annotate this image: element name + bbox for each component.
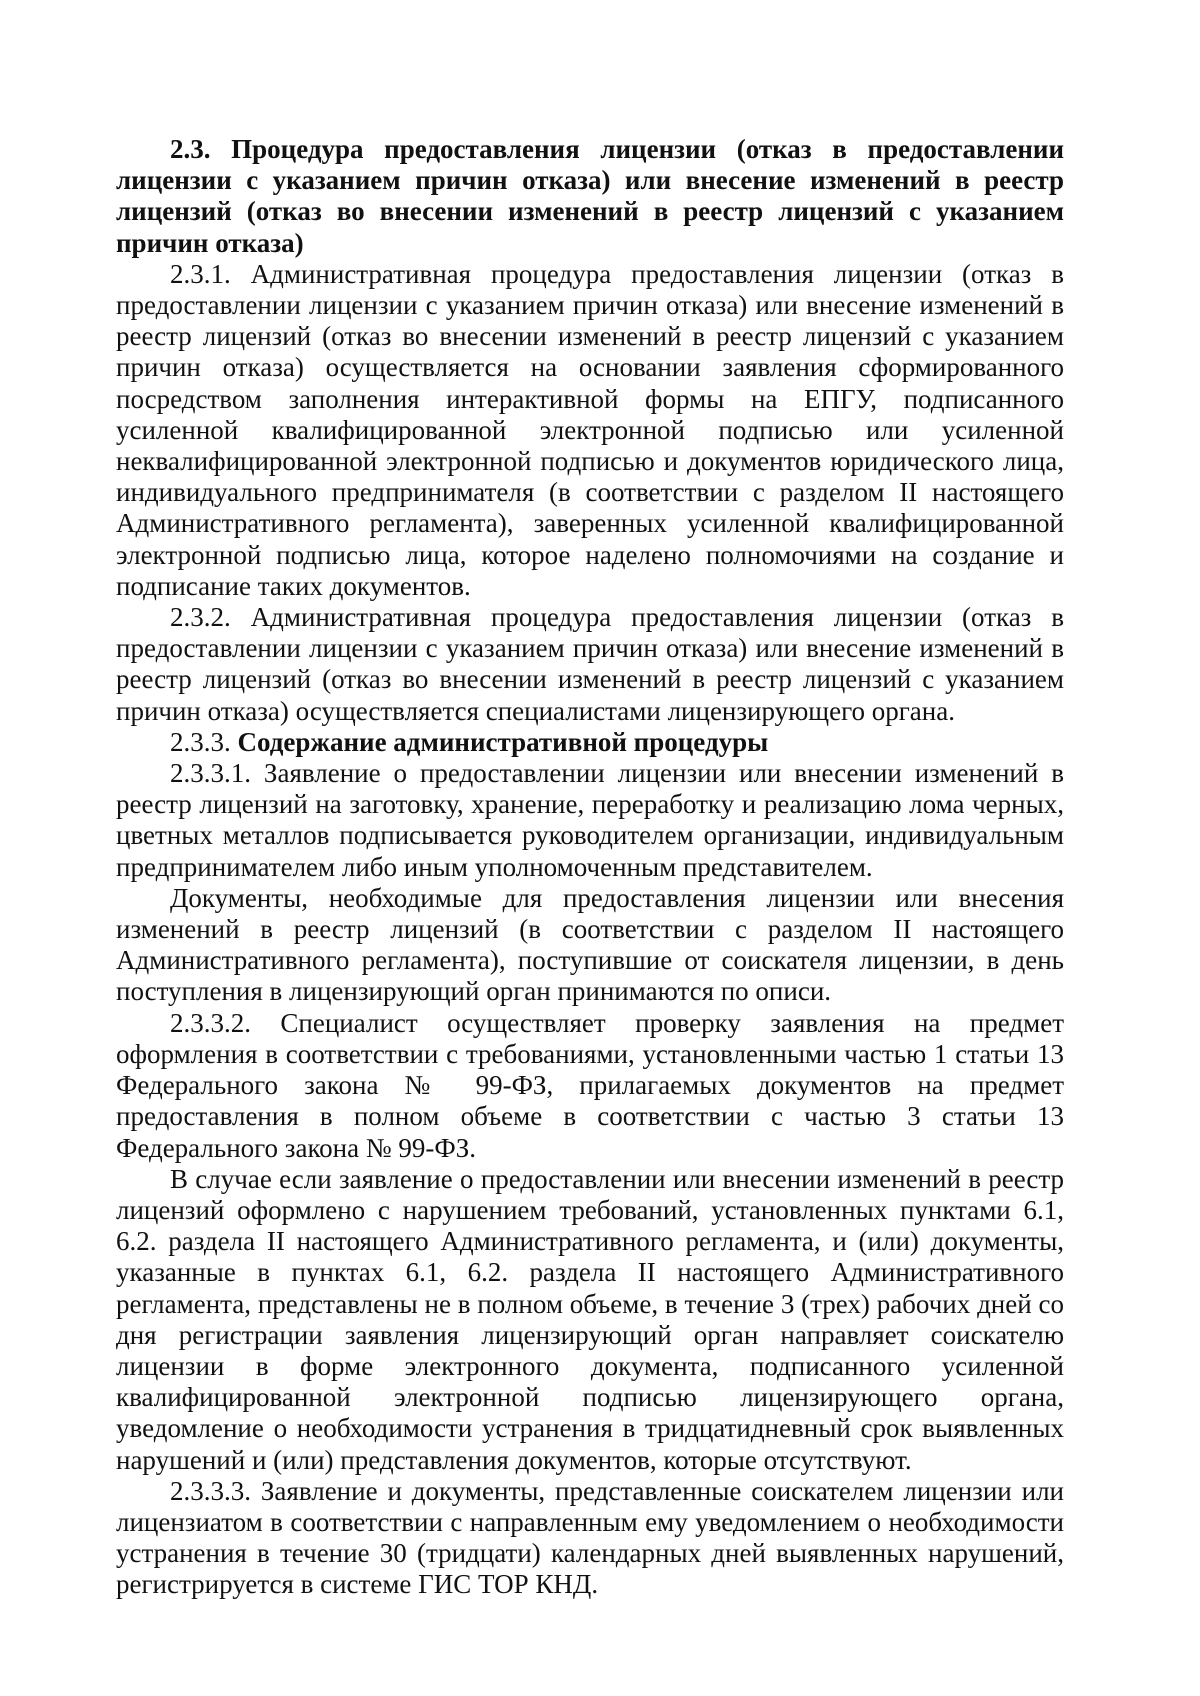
paragraph-documents: Документы, необходимые для предоставления лицензии или внесения изменений в реестр лицензий (в соответствии с разделом II настоящего Административного регламента), поступившие от соискателя лицензии, в день поступления в лицензирующий орган принимаются по описи. [116,882,1064,1007]
paragraph-2-3-3-title: Содержание административной процедуры [237,726,769,757]
paragraph-2-3-3-number: 2.3.3. [170,726,231,757]
document-page [116,134,1064,1601]
paragraph-2-3-3-2: 2.3.3.2. Специалист осуществляет проверку заявления на предмет оформления в соответствии с требованиями, установленными частью 1 статьи 13 Федерального закона № 99-ФЗ, прилагаемых документов на предмет предоставления в полном объеме в соответствии с частью 3 статьи 13 Федерального закона № 99-ФЗ. [116,1007,1064,1163]
paragraph-violation: В случае если заявление о предоставлении или внесении изменений в реестр лицензий оформлено с нарушением требований, установленных пунктами 6.1, 6.2. раздела II настоящего Административного регламента, и (или) документы, указанные в пунктах 6.1, 6.2. раздела II настоящего Административного регламента, представлены не в полном объеме, в течение 3 (трех) рабочих дней со дня регистрации заявления лицензирующий орган направляет соискателю лицензии в форме электронного документа, подписанного усиленной квалифицированной электронной подписью лицензирующего органа, уведомление о необходимости устранения в тридцатидневный срок выявленных нарушений и (или) представления документов, которые отсутствуют. [116,1163,1064,1475]
paragraph-2-3-3-1: 2.3.3.1. Заявление о предоставлении лицензии или внесении изменений в реестр лицензий на заготовку, хранение, переработку и реализацию лома черных, цветных металлов подписывается руководителем организации, индивидуальным предпринимателем либо иным уполномоченным представителем. [116,758,1064,882]
paragraph-2-3-3 [116,727,1064,758]
paragraph-2-3-3-3: 2.3.3.3. Заявление и документы, представленные соискателем лицензии или лицензиатом в соответствии с направленным ему уведомлением о необходимости устранения в течение 30 (тридцати) календарных дней выявленных нарушений, регистрируется в системе ГИС ТОР КНД. [116,1475,1064,1600]
section-heading: 2.3. Процедура предоставления лицензии (отказ в предоставлении лицензии с указанием причин отказа) или внесение изменений в реестр лицензий (отказ во внесении изменений в реестр лицензий с указанием причин отказа) [116,134,1064,258]
paragraph-2-3-2: 2.3.2. Административная процедура предоставления лицензии (отказ в предоставлении лицензии с указанием причин отказа) или внесение изменений в реестр лицензий (отказ во внесении изменений в реестр лицензий с указанием причин отказа) осуществляется специалистами лицензирующего органа. [116,602,1064,726]
paragraph-2-3-1: 2.3.1. Административная процедура предоставления лицензии (отказ в предоставлении лицензии с указанием причин отказа) или внесение изменений в реестр лицензий (отказ во внесении изменений в реестр лицензий с указанием причин отказа) осуществляется на основании заявления сформированного посредством заполнения интерактивной формы на ЕПГУ, подписанного усиленной квалифицированной электронной подписью или усиленной неквалифицированной электронной подписью и документов юридического лица, индивидуального предпринимателя (в соответствии с разделом II настоящего Административного регламента), заверенных усиленной квалифицированной электронной подписью лица, которое наделено полномочиями на создание и подписание таких документов. [116,258,1064,601]
